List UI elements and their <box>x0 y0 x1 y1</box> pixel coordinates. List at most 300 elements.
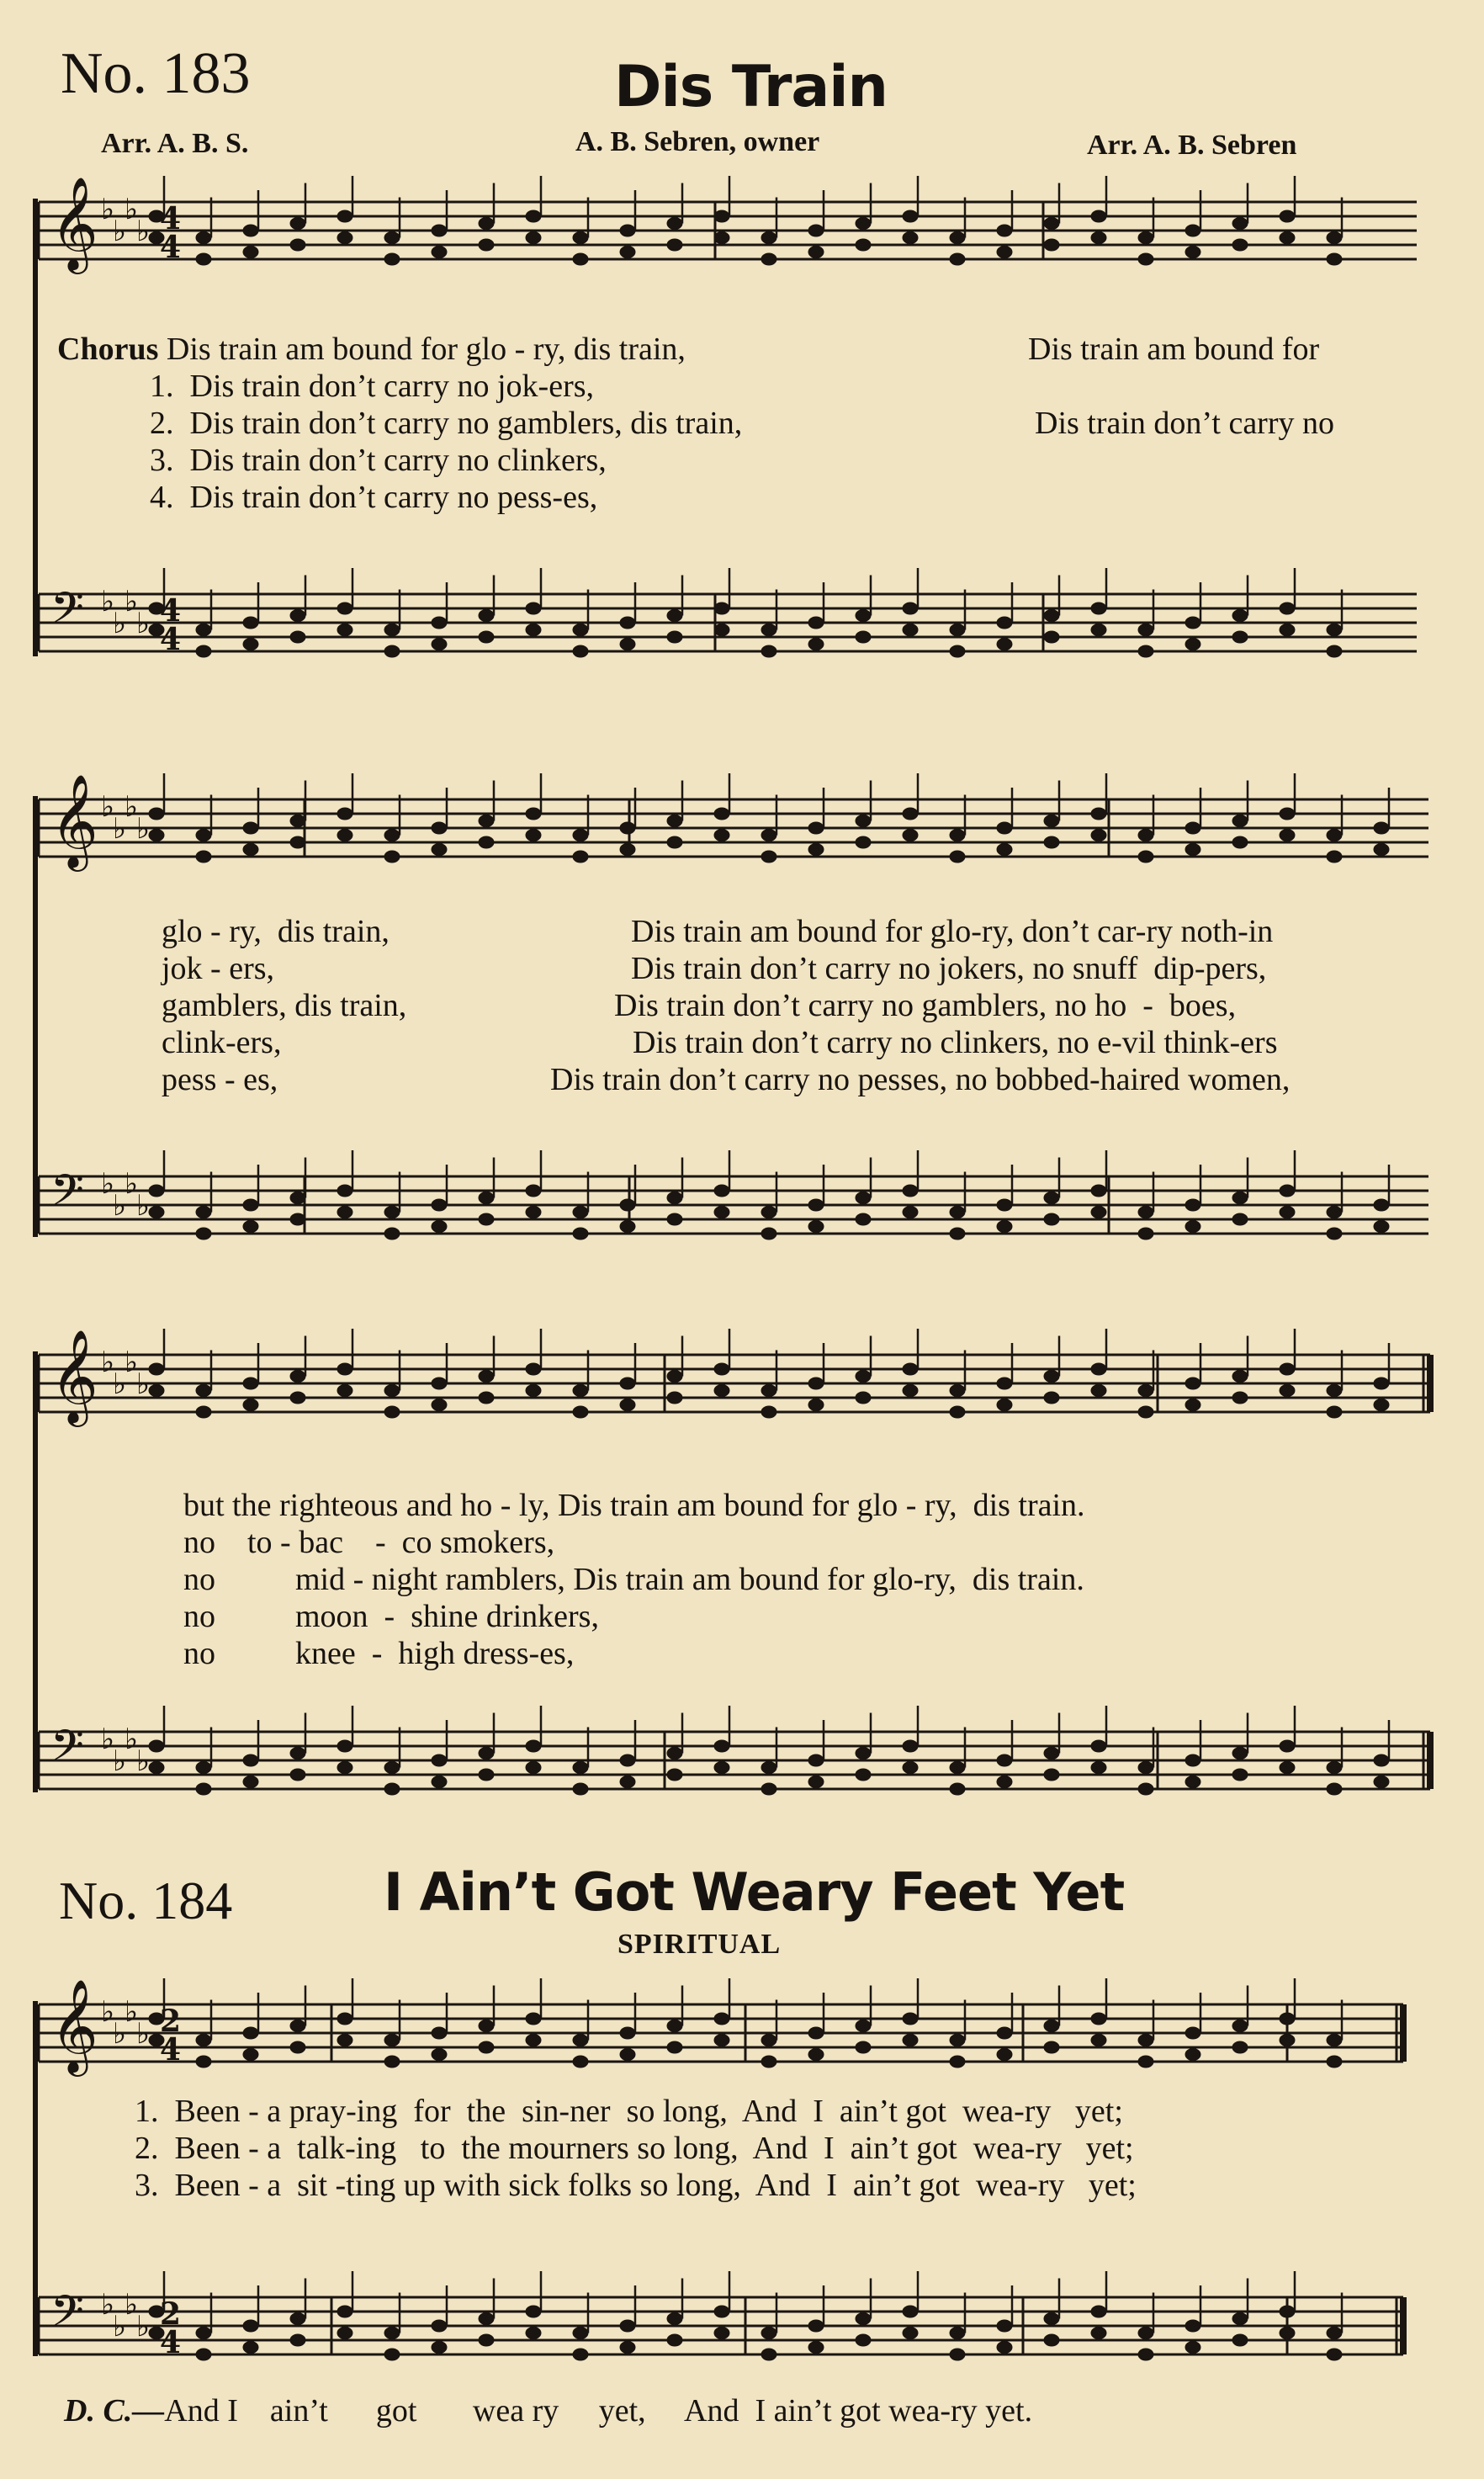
note-head <box>1044 2020 1059 2032</box>
note-head <box>573 1228 588 1240</box>
note-head <box>479 1371 494 1383</box>
note-head <box>903 2035 918 2046</box>
lyric-text: Dis train don’t carry no jokers, no snuff dip-pers, <box>631 951 1267 986</box>
note-head <box>1091 602 1106 614</box>
note-head <box>667 1392 682 1404</box>
note-head <box>1232 1769 1248 1781</box>
note-head <box>479 218 494 230</box>
note-head <box>196 1385 211 1397</box>
time-signature: 4 <box>160 622 182 657</box>
note-head <box>808 2342 824 2354</box>
note-head <box>1280 1185 1295 1197</box>
treble-clef-icon: 𝄞 <box>50 1329 98 1423</box>
note-head <box>1232 2020 1248 2032</box>
flat-icon: ♭ <box>125 193 139 226</box>
note-head <box>714 1740 729 1752</box>
note-head <box>573 624 588 636</box>
note-head <box>1327 232 1342 244</box>
note-head <box>432 1221 447 1233</box>
note-head <box>950 1207 965 1218</box>
note-head <box>290 1748 305 1760</box>
note-head <box>1232 1192 1248 1204</box>
note-head <box>149 1185 164 1197</box>
lyric-text: glo - ry, dis train, <box>162 914 390 949</box>
note-head <box>1327 1385 1342 1397</box>
lyric-text: Dis train am bound for glo-ry, don’t car-ry noth-in <box>631 914 1274 949</box>
note-head <box>1185 844 1200 856</box>
note-head <box>667 815 682 827</box>
flat-icon: ♭ <box>101 1346 115 1379</box>
note-head <box>290 1213 305 1225</box>
note-head <box>1091 1363 1106 1375</box>
note-head <box>290 239 305 251</box>
note-head <box>856 610 871 622</box>
flat-icon: ♭ <box>125 1723 139 1756</box>
note-head <box>1044 610 1059 622</box>
note-head <box>950 1762 965 1774</box>
note-head <box>290 1192 305 1204</box>
note-head <box>337 602 352 614</box>
note-head <box>997 1199 1012 1211</box>
flat-icon: ♭ <box>136 215 151 248</box>
note-head <box>950 830 965 841</box>
note-head <box>761 1385 776 1397</box>
note-head <box>808 822 824 834</box>
note-head <box>243 1378 258 1389</box>
note-head <box>667 2020 682 2032</box>
flat-icon: ♭ <box>101 2288 115 2322</box>
note-head <box>667 239 682 251</box>
note-head <box>1044 1748 1059 1760</box>
note-head <box>243 225 258 236</box>
note-head <box>243 2027 258 2039</box>
note-head <box>997 1776 1012 1788</box>
lyric-text: And I ain’t got wea ry yet, And I ain’t got wea-ry yet. <box>164 2393 1033 2429</box>
note-head <box>1138 2328 1153 2339</box>
time-signature: 4 <box>160 2032 182 2068</box>
note-head <box>808 1399 824 1411</box>
note-head <box>384 253 400 265</box>
flat-icon: ♭ <box>113 1189 127 1223</box>
note-head <box>714 2306 729 2317</box>
note-head <box>950 2035 965 2046</box>
note-head <box>573 645 588 657</box>
lyric-text: Dis train don’t carry no pesses, no bobbed-haired women, <box>550 1062 1291 1097</box>
note-head <box>1091 1385 1106 1397</box>
note-head <box>384 2035 400 2046</box>
note-head <box>714 232 729 244</box>
note-head <box>667 2313 682 2325</box>
note-head <box>856 2313 871 2325</box>
note-head <box>761 1406 776 1418</box>
note-head <box>761 1762 776 1774</box>
note-head <box>196 2349 211 2360</box>
note-head <box>714 1385 729 1397</box>
note-head <box>714 830 729 841</box>
note-head <box>290 610 305 622</box>
note-head <box>337 1363 352 1375</box>
note-head <box>856 2334 871 2346</box>
note-head <box>997 1399 1012 1411</box>
note-head <box>1327 1783 1342 1795</box>
note-head <box>808 1776 824 1788</box>
note-head <box>1327 1228 1342 1240</box>
note-head <box>243 1221 258 1233</box>
note-head <box>1138 2349 1153 2360</box>
note-head <box>714 2013 729 2025</box>
note-head <box>620 822 635 834</box>
note-head <box>432 1378 447 1389</box>
note-head <box>761 2035 776 2046</box>
note-head <box>997 1221 1012 1233</box>
note-head <box>526 2013 541 2025</box>
note-head <box>808 2320 824 2332</box>
note-head <box>903 1740 918 1752</box>
note-head <box>526 1740 541 1752</box>
note-head <box>1138 645 1153 657</box>
note-head <box>1185 2049 1200 2061</box>
flat-icon: ♭ <box>136 1744 151 1778</box>
owner-credit: A. B. Sebren, owner <box>575 126 820 157</box>
note-head <box>479 2041 494 2053</box>
note-head <box>290 2334 305 2346</box>
note-head <box>1044 1213 1059 1225</box>
lyric-text: no mid - night ramblers, Dis train am bound for glo-ry, dis train. <box>183 1562 1084 1597</box>
note-head <box>384 1207 400 1218</box>
note-head <box>1138 1228 1153 1240</box>
note-head <box>620 617 635 629</box>
note-head <box>1091 232 1106 244</box>
dc-label: D. C.— <box>64 2393 165 2429</box>
note-head <box>432 822 447 834</box>
treble-clef-icon: 𝄞 <box>50 176 98 270</box>
bass-clef-icon: 𝄢 <box>50 2285 84 2347</box>
note-head <box>1044 1371 1059 1383</box>
note-head <box>337 1385 352 1397</box>
note-head <box>1044 1192 1059 1204</box>
note-head <box>1091 1740 1106 1752</box>
note-head <box>903 2306 918 2317</box>
note-head <box>714 1762 729 1774</box>
note-head <box>714 1363 729 1375</box>
note-head <box>1232 631 1248 643</box>
note-head <box>432 1399 447 1411</box>
note-head <box>384 2349 400 2360</box>
note-head <box>337 830 352 841</box>
lyric-text: no moon - shine drinkers, <box>183 1599 599 1634</box>
note-head <box>479 836 494 848</box>
note-head <box>1091 1762 1106 1774</box>
note-head <box>1374 1776 1389 1788</box>
note-head <box>761 2328 776 2339</box>
note-head <box>620 1199 635 1211</box>
note-head <box>432 1776 447 1788</box>
note-head <box>196 1783 211 1795</box>
note-head <box>808 225 824 236</box>
note-head <box>384 1228 400 1240</box>
note-head <box>573 2349 588 2360</box>
note-head <box>196 645 211 657</box>
note-head <box>950 1228 965 1240</box>
note-head <box>1327 2056 1342 2068</box>
note-head <box>196 2328 211 2339</box>
note-head <box>479 815 494 827</box>
note-head <box>808 1754 824 1766</box>
note-head <box>620 2320 635 2332</box>
note-head <box>337 1762 352 1774</box>
note-head <box>1280 602 1295 614</box>
flat-icon: ♭ <box>136 2017 151 2051</box>
note-head <box>479 610 494 622</box>
note-head <box>1327 2035 1342 2046</box>
note-head <box>384 1783 400 1795</box>
note-head <box>1232 218 1248 230</box>
note-head <box>1327 2328 1342 2339</box>
note-head <box>997 225 1012 236</box>
note-head <box>808 1199 824 1211</box>
note-head <box>1091 2306 1106 2317</box>
note-head <box>761 2056 776 2068</box>
note-head <box>1280 1762 1295 1774</box>
note-head <box>808 2027 824 2039</box>
note-head <box>1232 2041 1248 2053</box>
flat-icon: ♭ <box>101 1995 115 2029</box>
note-head <box>290 218 305 230</box>
note-head <box>1232 836 1248 848</box>
note-head <box>337 2035 352 2046</box>
note-head <box>432 844 447 856</box>
note-head <box>1327 624 1342 636</box>
note-head <box>432 639 447 650</box>
note-head <box>1138 253 1153 265</box>
note-head <box>667 2334 682 2346</box>
note-head <box>667 1192 682 1204</box>
lyric-text: no knee - high dress-es, <box>183 1636 575 1671</box>
note-head <box>1138 232 1153 244</box>
lyric-text: clink-ers, <box>162 1025 282 1060</box>
note-head <box>856 239 871 251</box>
flat-icon: ♭ <box>136 1189 151 1223</box>
note-head <box>526 1363 541 1375</box>
note-head <box>196 624 211 636</box>
verse-2-line-continued: Dis train don’t carry no <box>1035 406 1334 441</box>
bass-clef-icon: 𝄢 <box>50 1720 84 1781</box>
note-head <box>1091 1185 1106 1197</box>
lyric-text: gamblers, dis train, <box>162 988 407 1023</box>
flat-icon: ♭ <box>101 790 115 824</box>
note-head <box>950 2328 965 2339</box>
note-head <box>856 1213 871 1225</box>
note-head <box>1280 1385 1295 1397</box>
note-head <box>196 830 211 841</box>
note-head <box>1280 2328 1295 2339</box>
note-head <box>1185 2027 1200 2039</box>
note-head <box>903 1363 918 1375</box>
chorus-lyric-line <box>57 333 686 365</box>
note-head <box>337 1207 352 1218</box>
note-head <box>1232 1213 1248 1225</box>
note-head <box>196 1762 211 1774</box>
note-head <box>620 1221 635 1233</box>
note-head <box>620 2049 635 2061</box>
note-head <box>149 1385 164 1397</box>
lyric-text: Dis train don’t carry no gamblers, no ho - boes, <box>614 988 1237 1023</box>
note-head <box>337 624 352 636</box>
note-head <box>714 210 729 222</box>
note-head <box>479 2334 494 2346</box>
note-head <box>432 225 447 236</box>
note-head <box>667 1769 682 1781</box>
note-head <box>337 1185 352 1197</box>
note-head <box>950 1783 965 1795</box>
note-head <box>526 2035 541 2046</box>
bass-clef-icon: 𝄢 <box>50 582 84 644</box>
note-head <box>290 836 305 848</box>
dc-line <box>64 2395 1032 2427</box>
note-head <box>196 1207 211 1218</box>
note-head <box>243 2320 258 2332</box>
note-head <box>196 2056 211 2068</box>
note-head <box>1044 1392 1059 1404</box>
note-head <box>856 1748 871 1760</box>
flat-icon: ♭ <box>125 1167 139 1201</box>
note-head <box>903 1385 918 1397</box>
note-head <box>1091 1207 1106 1218</box>
note-head <box>149 808 164 820</box>
verse-3-line: 3. Been - a sit -ting up with sick folks so long, And I ain’t got wea-ry yet; <box>135 2168 1137 2203</box>
note-head <box>196 1228 211 1240</box>
note-head <box>620 1399 635 1411</box>
note-head <box>620 247 635 258</box>
flat-icon: ♭ <box>113 2017 127 2051</box>
note-head <box>714 2035 729 2046</box>
note-head <box>149 1740 164 1752</box>
flat-icon: ♭ <box>113 2310 127 2344</box>
note-head <box>903 1762 918 1774</box>
note-head <box>1232 1392 1248 1404</box>
note-head <box>290 1392 305 1404</box>
note-head <box>1327 851 1342 863</box>
note-head <box>1091 2013 1106 2025</box>
note-head <box>950 851 965 863</box>
note-head <box>1044 631 1059 643</box>
note-head <box>1280 808 1295 820</box>
note-head <box>1280 624 1295 636</box>
note-head <box>1044 2313 1059 2325</box>
note-head <box>761 851 776 863</box>
lyric-text: Dis train don’t carry no clinkers, no e-vil think-ers <box>633 1025 1278 1060</box>
note-head <box>573 1406 588 1418</box>
note-head <box>950 253 965 265</box>
note-head <box>526 1385 541 1397</box>
note-head <box>479 2313 494 2325</box>
note-head <box>1091 830 1106 841</box>
note-head <box>856 218 871 230</box>
note-head <box>573 1385 588 1397</box>
note-head <box>856 1371 871 1383</box>
song-title: I Ain’t Got Weary Feet Yet <box>384 1861 1125 1923</box>
note-head <box>1091 2035 1106 2046</box>
time-signature: 4 <box>160 2325 182 2360</box>
note-head <box>667 610 682 622</box>
note-head <box>1280 1740 1295 1752</box>
note-head <box>149 1363 164 1375</box>
note-head <box>573 851 588 863</box>
note-head <box>1138 1385 1153 1397</box>
note-head <box>620 844 635 856</box>
note-head <box>997 617 1012 629</box>
note-head <box>290 1769 305 1781</box>
note-head <box>573 2056 588 2068</box>
song-title: Dis Train <box>614 54 888 120</box>
note-head <box>1044 836 1059 848</box>
note-head <box>479 1392 494 1404</box>
note-head <box>1232 815 1248 827</box>
flat-icon: ♭ <box>113 812 127 846</box>
note-head <box>337 2013 352 2025</box>
flat-icon: ♭ <box>125 790 139 824</box>
note-head <box>1044 2041 1059 2053</box>
flat-icon: ♭ <box>113 1367 127 1401</box>
note-head <box>620 1378 635 1389</box>
note-head <box>384 830 400 841</box>
note-head <box>1044 239 1059 251</box>
note-head <box>573 1783 588 1795</box>
note-head <box>1185 2342 1200 2354</box>
flat-icon: ♭ <box>125 2288 139 2322</box>
note-head <box>714 1207 729 1218</box>
note-head <box>243 1199 258 1211</box>
note-head <box>1044 1769 1059 1781</box>
note-head <box>337 808 352 820</box>
note-head <box>1327 253 1342 265</box>
note-head <box>1374 1754 1389 1766</box>
note-head <box>432 2049 447 2061</box>
note-head <box>714 808 729 820</box>
note-head <box>243 844 258 856</box>
note-head <box>526 210 541 222</box>
note-head <box>997 2342 1012 2354</box>
flat-icon: ♭ <box>136 2310 151 2344</box>
note-head <box>479 1192 494 1204</box>
note-head <box>856 1769 871 1781</box>
note-head <box>761 830 776 841</box>
note-head <box>903 1185 918 1197</box>
note-head <box>384 1762 400 1774</box>
note-head <box>950 2349 965 2360</box>
note-head <box>997 2320 1012 2332</box>
note-head <box>997 1378 1012 1389</box>
note-head <box>432 617 447 629</box>
note-head <box>526 830 541 841</box>
note-head <box>761 253 776 265</box>
note-head <box>1327 830 1342 841</box>
lyric-text: no to - bac - co smokers, <box>183 1525 555 1560</box>
note-head <box>1185 1221 1200 1233</box>
note-head <box>997 639 1012 650</box>
arranger-credit-left: Arr. A. B. S. <box>101 128 249 159</box>
note-head <box>1232 1371 1248 1383</box>
note-head <box>714 602 729 614</box>
note-head <box>1232 1748 1248 1760</box>
note-head <box>573 253 588 265</box>
note-head <box>1374 844 1389 856</box>
note-head <box>479 1213 494 1225</box>
note-head <box>1280 2013 1295 2025</box>
note-head <box>761 2349 776 2360</box>
note-head <box>1138 1783 1153 1795</box>
note-head <box>243 1776 258 1788</box>
